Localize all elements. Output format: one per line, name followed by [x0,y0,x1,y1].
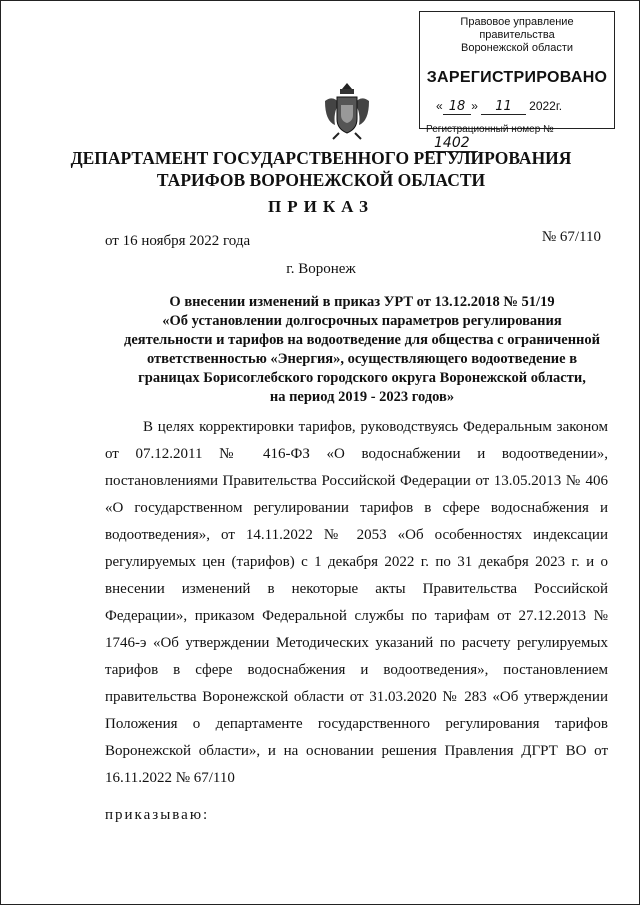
stamp-org-line2: Воронежской области [460,42,573,54]
stamp-org-line1: Правовое управление правительства [460,16,574,41]
stamp-day: 18 [443,99,472,115]
title-line: «Об установлении долгосрочных параметров регулирования [162,313,562,329]
dept-title-line1: ДЕПАРТАМЕНТ ГОСУДАРСТВЕННОГО РЕГУЛИРОВАНИЯ [70,148,572,168]
doc-number: № 67/110 [541,229,601,245]
stamp-date: « 18 » 11 2022г. [436,99,563,114]
title-line: О внесении изменений в приказ УРТ от 13.12.2018 № 51/19 [169,294,555,310]
title-line: деятельности и тарифов на водоотведение для общества с ограниченной [123,332,601,348]
stamp-registered: ЗАРЕГИСТРИРОВАНО [426,69,608,86]
doc-type-heading: ПРИКАЗ [268,197,374,216]
coat-of-arms-icon [319,79,375,143]
stamp-year: 2022г. [529,99,563,113]
registration-stamp [419,11,615,151]
title-line: ответственностью «Энергия», осуществляющего водоотведение в [146,351,578,367]
doc-body [105,414,608,792]
body-paragraph: В целях корректировки тарифов, руководствуясь Федеральным законом от 07.12.2011 № 416-ФЗ «О водоснабжении и водоотведении», постановлениями Правительства Российской Федерации от 13.05.2013 № 406 «О государственном регулировании тарифов в сфере водоснабжения и водоотведения», от 14.11.2022 № 2053 «Об особенностях индексации регулируемых цен (тарифов) с 1 декабря 2022 г. по 31 декабря 2023 г. и о внесении изменений в некоторые акты Правительства Российской Федерации», приказом Федеральной службы по тарифам от 27.12.2013 № 1746-э «Об утверждении Методических указаний по расчету регулируемых тарифов в сфере водоснабжения и водоотведения», постановлением правительства Воронежской области от 31.03.2020 № 283 «Об утверждении Положения о департаменте государственного регулирования тарифов Воронежской области», и на основании решения Правления ДГРТ ВО от 16.11.2022 № 67/110 [105,419,608,786]
stamp-reg-number: 1402 [426,135,478,152]
doc-title [97,293,627,407]
doc-closing: приказываю: [105,807,210,823]
doc-city: г. Воронеж [286,261,356,277]
stamp-month: 11 [481,99,526,115]
stamp-reg-label: Регистрационный номер № [426,124,554,135]
doc-date: от 16 ноября 2022 года [105,233,251,249]
title-line: границах Борисоглебского городского округа Воронежской области, [138,370,586,386]
dept-title-line2: ТАРИФОВ ВОРОНЕЖСКОЙ ОБЛАСТИ [156,170,486,190]
title-line: на период 2019 - 2023 годов» [269,389,455,405]
